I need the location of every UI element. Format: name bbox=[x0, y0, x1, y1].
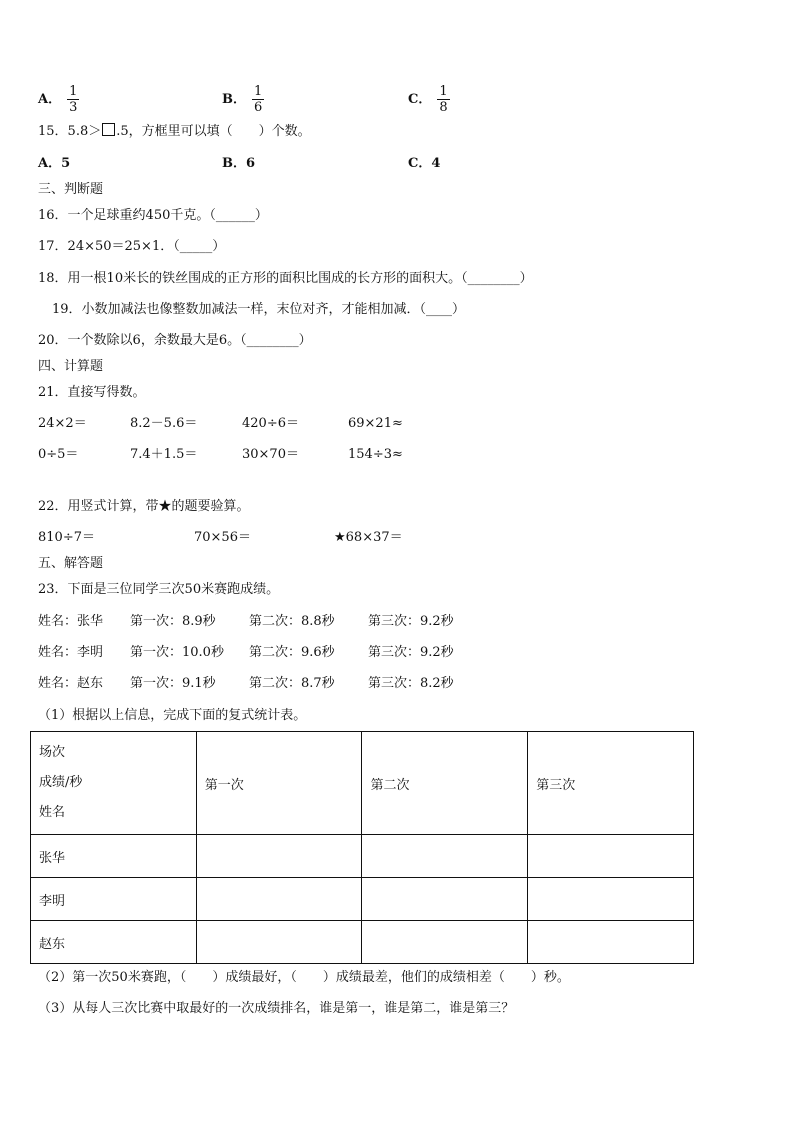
table-row bbox=[31, 878, 694, 921]
record-time: 第二次：9.6秒 bbox=[249, 645, 335, 660]
column-header: 第三次 bbox=[528, 732, 694, 835]
section-5-title: 五、解答题 bbox=[38, 556, 104, 571]
q15-option-b: B．6 bbox=[222, 156, 256, 171]
vertical-calc-item: 810÷7＝ bbox=[38, 530, 95, 545]
column-header: 第二次 bbox=[362, 732, 528, 835]
table-row bbox=[31, 835, 694, 878]
record-time: 第三次：9.2秒 bbox=[368, 645, 454, 660]
q14-option-c: C． $\frac{1}{8}$ bbox=[408, 84, 448, 115]
table-cell[interactable] bbox=[196, 835, 362, 878]
calc-item: 7.4＋1.5＝ bbox=[130, 447, 198, 462]
record-time: 第二次：8.7秒 bbox=[249, 676, 335, 691]
record-name: 姓名：李明 bbox=[38, 645, 104, 660]
section-3-title: 三、判断题 bbox=[38, 182, 104, 197]
table-header-row bbox=[31, 732, 694, 835]
q14-option-b: B． $\frac{1}{6}$ bbox=[222, 84, 263, 115]
calc-item: 30×70＝ bbox=[242, 447, 299, 462]
question-21: 21．直接写得数。 bbox=[38, 385, 146, 400]
answer-box bbox=[102, 123, 115, 136]
table-cell[interactable] bbox=[362, 835, 528, 878]
section-4-title: 四、计算题 bbox=[38, 359, 104, 374]
record-time: 第一次：8.9秒 bbox=[130, 614, 216, 629]
question-16: 16．一个足球重约450千克。（______） bbox=[38, 208, 268, 223]
q14-option-a: A． $\frac{1}{3}$ bbox=[38, 84, 78, 115]
question-18: 18．用一根10米长的铁丝围成的正方形的面积比围成的长方形的面积大。（________） bbox=[38, 271, 533, 286]
row-header: 李明 bbox=[31, 878, 197, 921]
question-15: 15．5.8＞ .5，方框里可以填（ ）个数。 bbox=[38, 124, 311, 139]
table-cell[interactable] bbox=[196, 921, 362, 964]
vertical-calc-item: 70×56＝ bbox=[194, 530, 251, 545]
table-cell[interactable] bbox=[528, 921, 694, 964]
compound-statistics-table bbox=[30, 731, 694, 964]
table-cell[interactable] bbox=[362, 921, 528, 964]
record-time: 第一次：10.0秒 bbox=[130, 645, 224, 660]
calc-item: 8.2－5.6＝ bbox=[130, 416, 198, 431]
record-time: 第三次：9.2秒 bbox=[368, 614, 454, 629]
question-20: 20．一个数除以6，余数最大是6。（________） bbox=[38, 333, 312, 348]
calc-item: 69×21≈ bbox=[348, 416, 403, 431]
table-corner-cell: 场次 成绩/秒 姓名 bbox=[31, 732, 197, 835]
table-cell[interactable] bbox=[528, 835, 694, 878]
question-23: 23．下面是三位同学三次50米赛跑成绩。 bbox=[38, 582, 280, 597]
record-name: 姓名：张华 bbox=[38, 614, 104, 629]
sub-question-3: （3）从每人三次比赛中取最好的一次成绩排名，谁是第一，谁是第二，谁是第三？ bbox=[38, 1001, 515, 1016]
question-22: 22．用竖式计算，带★的题要验算。 bbox=[38, 499, 250, 514]
sub-question-2: （2）第一次50米赛跑，（ ）成绩最好，（ ）成绩最差，他们的成绩相差（ ）秒。 bbox=[38, 970, 570, 985]
table-cell[interactable] bbox=[362, 878, 528, 921]
column-header: 第一次 bbox=[196, 732, 362, 835]
vertical-calc-item: ★68×37＝ bbox=[334, 530, 403, 545]
q15-option-a: A．5 bbox=[38, 156, 71, 171]
table-row bbox=[31, 921, 694, 964]
calc-item: 0÷5＝ bbox=[38, 447, 79, 462]
row-header: 张华 bbox=[31, 835, 197, 878]
table-cell[interactable] bbox=[196, 878, 362, 921]
record-time: 第一次：9.1秒 bbox=[130, 676, 216, 691]
calc-item: 24×2＝ bbox=[38, 416, 87, 431]
sub-question-1: （1）根据以上信息，完成下面的复式统计表。 bbox=[38, 708, 307, 723]
question-17: 17．24×50＝25×1．（_____） bbox=[38, 239, 226, 254]
record-time: 第二次：8.8秒 bbox=[249, 614, 335, 629]
calc-item: 154÷3≈ bbox=[348, 447, 403, 462]
q15-option-c: C．4 bbox=[408, 156, 441, 171]
calc-item: 420÷6＝ bbox=[242, 416, 299, 431]
row-header: 赵东 bbox=[31, 921, 197, 964]
record-time: 第三次：8.2秒 bbox=[368, 676, 454, 691]
record-name: 姓名：赵东 bbox=[38, 676, 104, 691]
question-19: 19．小数加减法也像整数加减法一样，末位对齐，才能相加减．（____） bbox=[52, 302, 466, 317]
table-cell[interactable] bbox=[528, 878, 694, 921]
